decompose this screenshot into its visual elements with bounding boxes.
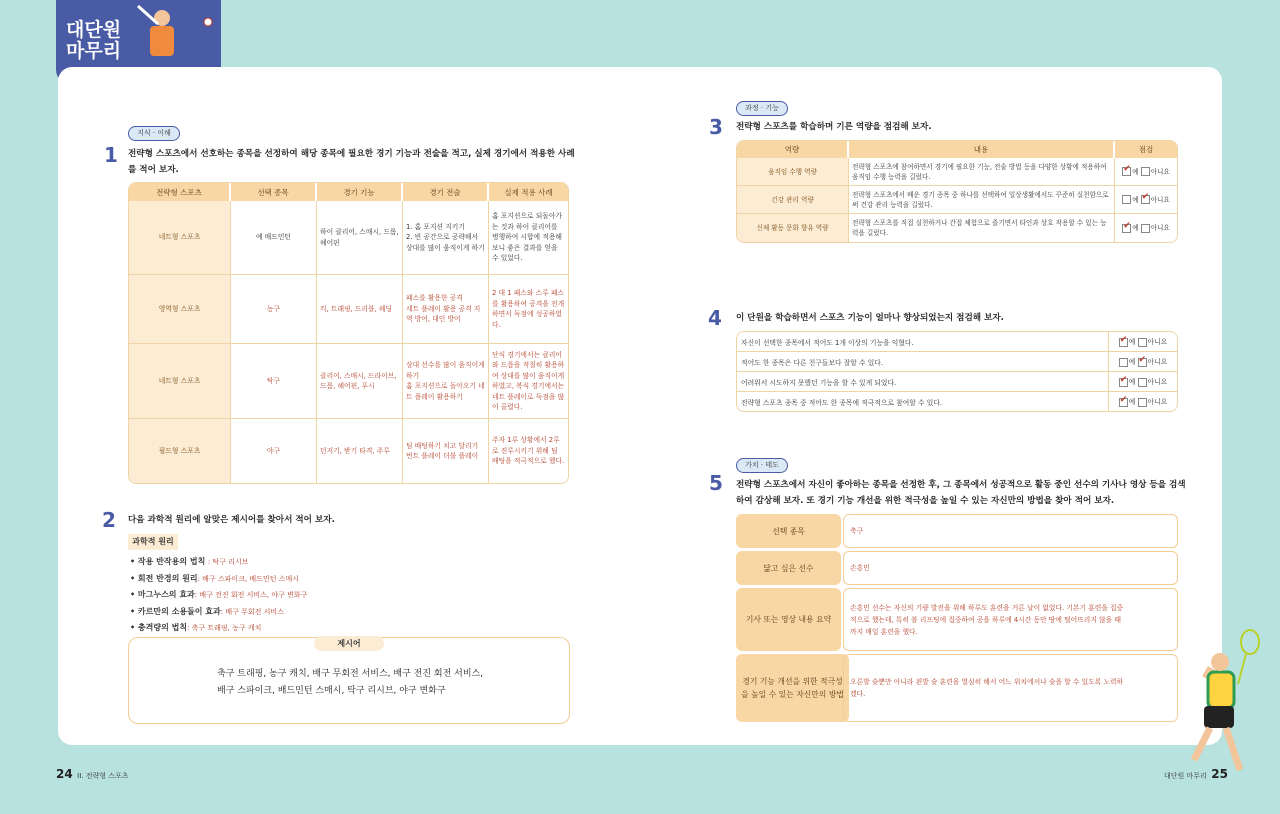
q3-table (736, 140, 1178, 243)
q4-check[interactable]: ✔ 예 아니요 (1108, 392, 1177, 411)
q4-statement: 어려워서 시도하지 못했던 기능을 할 수 있게 되었다. (737, 372, 1108, 392)
q1-cell-case: 단식 경기에서는 클리어와 드롭을 적절히 활용하여 상대를 많이 움직이게 하였고, 복식 경기에서는 네트 플레이로 득점을 많이 올렸다. (489, 344, 568, 419)
checkbox-empty[interactable] (1141, 167, 1150, 176)
q1-cell-skill: 하이 클리어, 스매시, 드롭, 헤어핀 (317, 201, 403, 275)
q1-cell-sport: 네트형 스포츠 (129, 201, 231, 275)
q4-check[interactable]: ✔ 예 아니요 (1108, 332, 1177, 352)
q5-number: 5 (709, 471, 723, 495)
checkbox-empty[interactable] (1138, 338, 1147, 347)
q1-header: 선택 종목 (231, 183, 317, 201)
q1-table (128, 182, 569, 484)
checkbox-checked[interactable] (1141, 195, 1150, 204)
checkbox-checked[interactable] (1122, 224, 1131, 233)
q3-check[interactable]: ✔예 아니요 (1115, 158, 1177, 186)
q1-prompt: 전략형 스포츠에서 선호하는 종목을 선정하여 해당 종목에 필요한 경기 기능과 전술을 적고, 실제 경기에서 적용한 사례 를 적어 보자. (128, 149, 575, 175)
q4-statement: 자신이 선택한 종목에서 적어도 1개 이상의 기능을 익혔다. (737, 332, 1108, 352)
checkbox-empty[interactable] (1141, 224, 1150, 233)
keyword-tag: 제시어 (314, 636, 384, 651)
checkbox-empty[interactable] (1138, 378, 1147, 387)
q1-cell-skill: 던지기, 받기 타격, 주루 (317, 419, 403, 483)
q3-content: 전략형 스포츠에 참여하면서 경기에 필요한 기능, 전술 방법 등을 다양한 상황에 적용하여 움직임 수행 능력을 길렀다. (849, 158, 1115, 186)
q1-cell-tactic: 상대 선수를 많이 움직이게 하기 홈 포지션으로 돌아오기 네트 플레이 활용하기 (403, 344, 489, 419)
q5-label: 경기 기능 개선을 위한 적극성을 높일 수 있는 자신만의 방법 (736, 654, 849, 722)
q1-badge: 지식 · 이해 (128, 126, 180, 141)
q1-header: 경기 전술 (403, 183, 489, 201)
q1-cell-skill: 클리어, 스매시, 드라이브, 드롭, 헤어핀, 푸시 (317, 344, 403, 419)
checkbox-empty[interactable] (1138, 398, 1147, 407)
q3-prompt: 전략형 스포츠를 학습하며 기른 역량을 점검해 보자. (736, 122, 932, 132)
q4-statement: 전략형 스포츠 종목 중 적어도 한 종목에 적극적으로 참여할 수 있다. (741, 398, 943, 407)
q3-competency: 신체 활동 문화 향유 역량 (737, 214, 849, 242)
footer-right: 대단원 마무리 25 (1164, 767, 1228, 781)
keyword-list: 축구 트래핑, 농구 캐치, 배구 무회전 서비스, 배구 전진 회전 서비스, 배구 스파이크, 배드민턴 스매시, 탁구 리시브, 야구 변화구 (217, 669, 484, 696)
q3-check[interactable]: ✔예 아니요 (1115, 214, 1177, 242)
checkbox-checked[interactable] (1119, 378, 1128, 387)
q5-row (736, 588, 1178, 651)
q1-cell-skill: 킥, 트래핑, 드리블, 헤딩 (317, 275, 403, 344)
principle-box-title: 과학적 원리 (128, 534, 178, 550)
principle-item: • 마그누스의 효과: 배구 전진 회전 서비스, 야구 변화구 (130, 590, 308, 600)
q5-row (736, 654, 1178, 722)
q5-badge: 가치 · 태도 (736, 458, 788, 473)
q2-prompt: 다음 과학적 원리에 알맞은 제시어를 찾아서 적어 보자. (128, 515, 335, 525)
q4-table (736, 331, 1178, 412)
principle-item: • 충격량의 법칙: 축구 트래핑, 농구 캐치 (130, 623, 262, 633)
q3-badge: 과정 · 기능 (736, 101, 788, 116)
q5-label: 닮고 싶은 선수 (736, 551, 841, 585)
unit-title: 대단원 마무리 (66, 19, 122, 62)
q5-row (736, 551, 1178, 585)
principle-list (130, 554, 307, 637)
principle-item: • 카르만의 소용돌이 효과: 배구 무회전 서비스 (130, 606, 284, 616)
q1-cell-case: 2 대 1 패스와 스루 패스를 활용하여 공격을 전개하면서 득점에 성공하였다. (489, 275, 568, 344)
checkbox-checked[interactable] (1138, 358, 1147, 367)
keyword-box (128, 637, 570, 724)
q1-cell-event: 야구 (231, 419, 317, 483)
q4-number: 4 (708, 306, 722, 330)
q1-header: 전략형 스포츠 (129, 183, 231, 201)
q3-competency: 건강 관리 역량 (737, 186, 849, 214)
q1-cell-sport: 네트형 스포츠 (129, 344, 231, 419)
q1-cell-event: 농구 (231, 275, 317, 344)
q1-header: 경기 기능 (317, 183, 403, 201)
q1-number: 1 (104, 143, 118, 167)
q4-check[interactable]: 예 ✔ 아니요 (1108, 352, 1177, 372)
q5-prompt: 전략형 스포츠에서 자신이 좋아하는 종목을 선정한 후, 그 종목에서 성공적으로 활동 중인 선수의 기사나 영상 등을 검색 하여 감상해 보자. 또 경기 기능 개선을 위한 적극성을 높일 수 있는 자신만의 방법을 찾아 적어 보자. (736, 480, 1186, 506)
q5-answer[interactable]: 손흥민 (843, 551, 1178, 585)
q3-header: 역량 (737, 141, 849, 158)
q1-cell-case: 홈 포지션으로 되돌아가는 것과 하이 클리어를 병행하여 시합에 적용해 보니 좋은 결과를 얻을 수 있었다. (489, 201, 568, 275)
q1-header: 실제 적용 사례 (489, 183, 568, 201)
checkbox-checked[interactable] (1122, 167, 1131, 176)
q4-check[interactable]: ✔ 예 아니요 (1108, 372, 1177, 392)
q1-cell-tactic: 팀 배팅하기 치고 달리기 번트 플레이 더블 플레이 (403, 419, 489, 483)
q5-label: 선택 종목 (736, 514, 841, 548)
q3-content: 전략형 스포츠에서 배운 경기 종목 중 하나를 선택하여 일상생활에서도 꾸준히 실천함으로써 건강 관리 능력을 길렀다. (849, 186, 1115, 214)
checkbox-checked[interactable] (1119, 398, 1128, 407)
baseball-player-illustration (118, 2, 218, 68)
q3-content: 전략형 스포츠를 직접 실천하거나 간접 체험으로 즐기면서 타인과 상호 작용할 수 있는 능력을 길렀다. (849, 214, 1115, 242)
q3-check[interactable]: 예 ✔ 아니요 (1115, 186, 1177, 214)
q5-answer[interactable]: 축구 (843, 514, 1178, 548)
q1-cell-event: 탁구 (231, 344, 317, 419)
badminton-player-illustration (1180, 620, 1276, 780)
q4-statement: 적어도 한 종목은 다른 친구들보다 잘할 수 있다. (737, 352, 1108, 372)
principle-item: • 회전 반경의 원리: 배구 스파이크, 배드민턴 스매시 (130, 573, 299, 583)
principle-item: • 작용 반작용의 법칙 : 탁구 리시브 (130, 557, 249, 566)
q3-header: 내용 (849, 141, 1115, 158)
q2-number: 2 (102, 508, 116, 532)
q3-competency: 움직임 수행 역량 (737, 158, 849, 186)
q1-cell-tactic: 1. 홈 포지션 지키기 2. 빈 공간으로 공략해서 상대를 많이 움직이게 하기 (403, 201, 489, 275)
q5-label: 기사 또는 영상 내용 요약 (736, 588, 841, 651)
q5-answer[interactable]: 오른발 슛뿐만 아니라 왼발 슛 훈련을 열심히 해서 어느 위치에서나 슛을 할 수 있도록 노력하겠다. (843, 654, 1178, 722)
q1-cell-sport: 필드형 스포츠 (129, 419, 231, 483)
q1-cell-event: 예 배드민턴 (231, 201, 317, 275)
q3-header: 점검 (1115, 141, 1177, 158)
footer-left: 24 II. 전략형 스포츠 (56, 767, 129, 781)
q4-prompt: 이 단원을 학습하면서 스포츠 기능이 얼마나 향상되었는지 점검해 보자. (736, 313, 1004, 323)
checkbox-checked[interactable] (1119, 338, 1128, 347)
q1-cell-tactic: 패스를 활용한 공격 세트 플레이 활용 공격 지역 방어, 대인 방어 (403, 275, 489, 344)
checkbox-empty[interactable] (1122, 195, 1131, 204)
q5-row (736, 514, 1178, 548)
q3-number: 3 (709, 115, 723, 139)
q5-answer[interactable]: 손흥민 선수는 자신의 기량 발전을 위해 하루도 훈련을 거른 날이 없었다. 기본기 훈련을 집중적으로 했는데, 특히 볼 리프팅에 집중하여 공을 하루에 4시간 동안 땅에 떨어뜨리지 않을 때까지 매일 훈련을 했다. (843, 588, 1178, 651)
q1-cell-case: 주자 1루 상황에서 2루로 진루시키기 위해 팀 배팅을 적극적으로 했다. (492, 436, 565, 466)
checkbox-empty[interactable] (1119, 358, 1128, 367)
q1-cell-sport: 영역형 스포츠 (129, 275, 231, 344)
